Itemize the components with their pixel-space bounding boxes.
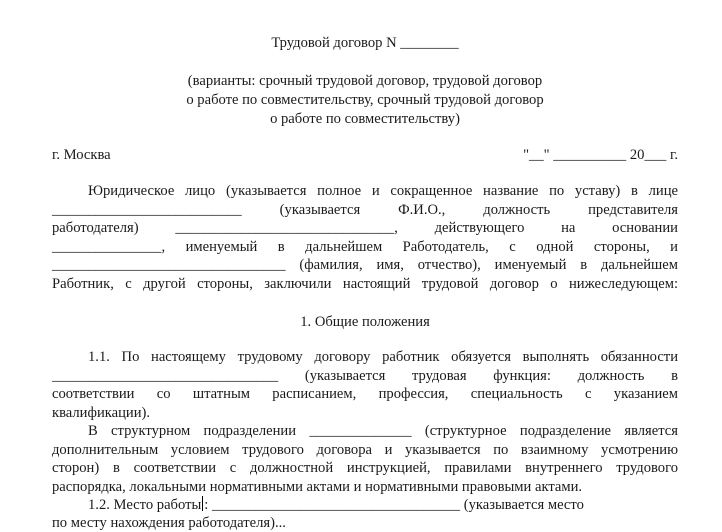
structural-unit-line-1: В структурном подразделении ______________ (структурное подразделение является [88, 423, 678, 439]
preamble-line-3: работодателя) ______________________________, действующего на основании [52, 220, 678, 236]
clause-1-2-line-1 [52, 496, 678, 514]
structural-unit-line-2: дополнительным условием трудового договора и указывается по взаимному усмотрению [52, 442, 678, 458]
contract-date: "__" __________ 20___ г. [523, 147, 678, 163]
document-page [52, 0, 678, 531]
clause-1-1-line-4: квалификации). [52, 405, 151, 421]
clause-1-2-rest: __________________________________ (указывается место [208, 497, 584, 513]
clause-1-2-colon: : [204, 497, 209, 513]
preamble-line-2: __________________________ (указывается Ф.И.О., должность представителя [52, 202, 678, 218]
variants-line-3: о работе по совместительству) [270, 111, 460, 127]
structural-unit-line-4: распорядка, локальными нормативными актами и нормативными правовыми актами. [52, 479, 583, 495]
clause-1-2-line-2: по месту нахождения работодателя)... [52, 515, 286, 531]
preamble-line-6: Работник, с другой стороны, заключили настоящий трудовой договор о нижеследующем: [52, 276, 678, 292]
preamble-line-5: ________________________________ (фамилия, имя, отчество), именуемый в дальнейшем [52, 257, 678, 273]
city: г. Москва [52, 147, 111, 163]
section-heading: 1. Общие положения [300, 314, 430, 330]
structural-unit-line-3: сторон) в соответствии с должностной инструкцией, правилами внутреннего трудового [52, 460, 678, 476]
clause-1-1-line-1: 1.1. По настоящему трудовому договору работник обязуется выполнять обязанности [88, 349, 678, 365]
preamble-line-1: Юридическое лицо (указывается полное и сокращенное название по уставу) в лице [88, 183, 678, 199]
clause-1-1-line-2: _______________________________ (указывается трудовая функция: должность в [52, 368, 678, 384]
place-date-row [52, 146, 678, 164]
preamble-line-4: _______________, именуемый в дальнейшем Работодатель, с одной стороны, и [52, 239, 678, 255]
variants-line-2: о работе по совместительству, срочный трудовой договор [186, 92, 544, 108]
document-title: Трудовой договор N ________ [271, 35, 459, 51]
clause-1-1-line-3: соответствии со штатным расписанием, профессия, специальность с указанием [52, 386, 678, 402]
clause-1-2-label: 1.2. Место работы [88, 497, 202, 513]
variants-line-1: (варианты: срочный трудовой договор, трудовой договор [187, 73, 543, 89]
